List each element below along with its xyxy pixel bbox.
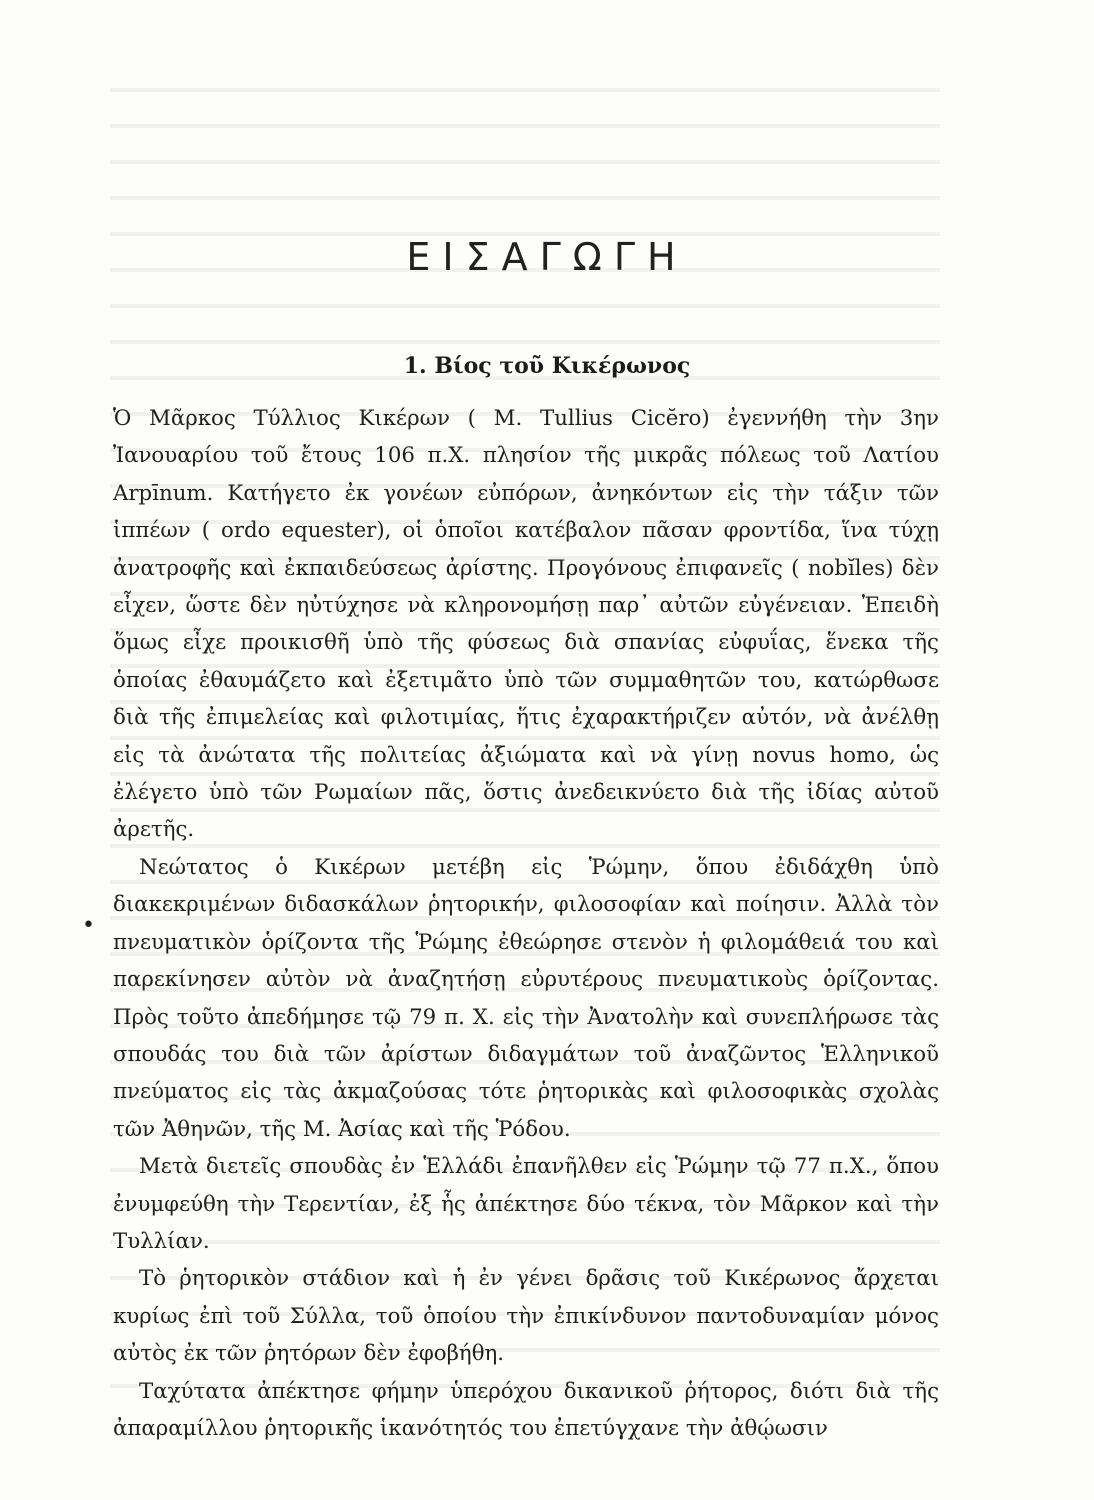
paragraph-birth-and-education: Ὁ Μᾶρκος Τύλλιος Κικέρων ( M. Tullius Cicĕro) ἐγεννήθη τὴν 3ην Ἰανουαρίου τοῦ ἔτους 106 π.Χ. πλησίον τῆς μικρᾶς πόλεως τοῦ Λατίου Arpīnum. Κατήγετο ἐκ γονέων εὐπόρων, ἀνηκόντων εἰς τὴν τάξιν τῶν ἱππέων ( ordo equester), οἱ ὁποῖοι κατέβαλον πᾶσαν φροντίδα, ἵνα τύχῃ ἀνατροφῆς καὶ ἐκπαιδεύσεως ἀρίστης. Προγόνους ἐπιφανεῖς ( nobĭles) δὲν εἶχεν, ὥστε δὲν ηὐτύχησε νὰ κληρονομήσῃ παρ᾽ αὐτῶν εὐγένειαν. Ἐπειδὴ ὅμως εἶχε προικισθῆ ὑπὸ τῆς φύσεως διὰ σπανίας εὐφυΐας, ἕνεκα τῆς ὁποίας ἐθαυμάζετο καὶ ἐξετιμᾶτο ὑπὸ τῶν συμμαθητῶν του, κατώρθωσε διὰ τῆς ἐπιμελείας καὶ φιλοτιμίας, ἥτις ἐχαρακτήριζεν αὐτόν, νὰ ἀνέλθῃ εἰς τὰ ἀνώτατα τῆς πολιτείας ἀξιώματα καὶ νὰ γίνῃ novus homo, ὡς ἐλέγετο ὑπὸ τῶν Ρωμαίων πᾶς, ὅστις ἀνεδεικνύετο διὰ τῆς ἰδίας αὐτοῦ ἀρετῆς. (113, 406, 939, 843)
paragraph-studies-in-rome: Νεώτατος ὁ Κικέρων μετέβη εἰς Ῥώμην, ὅπου ἐδιδάχθη ὑπὸ διακεκριμένων διδασκάλων ῥητορικήν, φιλοσοφίαν καὶ ποίησιν. Ἀλλὰ τὸν πνευματικὸν ὁρίζοντα τῆς Ῥώμης ἐθεώρησε στενὸν ἡ φιλομάθειά του καὶ παρεκίνησεν αὐτὸν νὰ ἀναζητήσῃ εὐρυτέρους πνευματικοὺς ὁρίζοντας. Πρὸς τοῦτο ἀπεδήμησε τῷ 79 π. Χ. εἰς τὴν Ἀνατολὴν καὶ συνεπλήρωσε τὰς σπουδάς του διὰ τῶν ἀρίστων διδαγμάτων τοῦ ἀναζῶντος Ἑλληνικοῦ πνεύματος εἰς τὰς ἀκμαζούσας τότε ῥητορικὰς καὶ φιλοσοφικὰς σχολὰς τῶν Ἀθηνῶν, τῆς Μ. Ἀσίας καὶ τῆς Ῥόδου. (113, 854, 939, 1142)
margin-mark: • (82, 913, 95, 938)
section-number: 1. (403, 353, 427, 380)
paragraph-marriage: Μετὰ διετεῖς σπουδὰς ἐν Ἑλλάδι ἐπανῆλθεν εἰς Ῥώμην τῷ 77 π.Χ., ὅπου ἐνυμφεύθη τὴν Τερεντίαν, ἐξ ἧς ἀπέκτησε δύο τέκνα, τὸν Μᾶρκον καὶ τὴν Τυλλίαν. (113, 1154, 939, 1254)
paragraph-fame: Ταχύτατα ἀπέκτησε φήμην ὑπερόχου δικανικοῦ ῥήτορος, διότι διὰ τῆς ἀπαραμίλλου ῥητορικῆς ἱκανότητός του ἐπετύγχανε τὴν ἀθῴωσιν (113, 1378, 939, 1441)
body-text (113, 400, 939, 1447)
chapter-title: ΕΙΣΑΓΩΓΗ (406, 235, 688, 280)
section-title: Βίος τοῦ Κικέρωνος (434, 353, 691, 380)
section-heading (0, 353, 1094, 379)
paragraph-oratorical-career: Τὸ ῥητορικὸν στάδιον καὶ ἡ ἐν γένει δρᾶσις τοῦ Κικέρωνος ἄρχεται κυρίως ἐπὶ τοῦ Σύλλα, τοῦ ὁποίου τὴν ἐπικίνδυνον παντοδυναμίαν μόνος αὐτὸς ἐκ τῶν ῥητόρων δὲν ἐφοβήθη. (113, 1266, 939, 1367)
